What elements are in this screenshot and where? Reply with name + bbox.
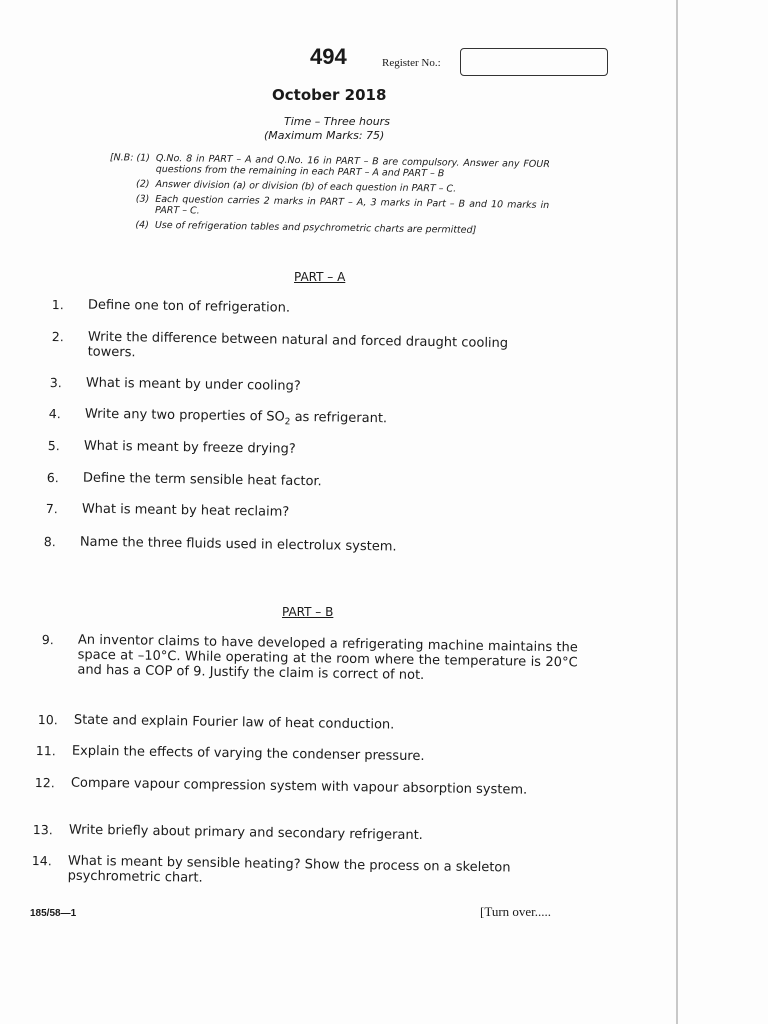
question-item: 1. Define one ton of refrigeration. xyxy=(51,297,291,316)
question-item: 3. What is meant by under cooling? xyxy=(49,375,301,394)
paper-number: 494 xyxy=(310,44,347,69)
question-item: 5. What is meant by freeze drying? xyxy=(47,438,296,457)
instruction-item: [N.B: (1) Q.No. 8 in PART – A and Q.No. 16 in PART – B are compulsory. Answer any FOUR questions from the remaining in each PART – A and PART – B xyxy=(109,152,550,180)
instruction-item: (4) Use of refrigeration tables and psychrometric charts are permitted] xyxy=(135,219,477,236)
question-item: 11. Explain the effects of varying the condenser pressure. xyxy=(35,743,425,765)
instructions-block xyxy=(99,152,550,241)
register-label: Register No.: xyxy=(382,57,441,69)
question-item: 7. What is meant by heat reclaim? xyxy=(45,501,290,520)
question-item: 13. Write briefly about primary and secondary refrigerant. xyxy=(32,822,423,844)
turn-over-note: [Turn over..... xyxy=(480,904,552,919)
question-item: 4. Write any two properties of $SO_2$ as refrigerant. xyxy=(48,406,388,428)
question-item: 6. Define the term sensible heat factor. xyxy=(46,470,322,490)
exam-time: Time – Three hours xyxy=(284,115,390,128)
part-a-title: PART – A xyxy=(294,270,346,284)
question-item: 8. Name the three fluids used in electrolux system. xyxy=(43,534,397,555)
question-item: 14. What is meant by sensible heating? Show the process on a skeleton psychrometric chart. xyxy=(31,853,511,886)
max-marks: (Maximum Marks: 75) xyxy=(264,129,385,142)
question-item: 2. Write the difference between natural and forced draught cooling towers. xyxy=(51,329,509,361)
instruction-item: (2) Answer division (a) or division (b) of each question in PART – C. xyxy=(135,178,457,195)
instruction-item: (3) Each question carries 2 marks in PART – A, 3 marks in Part – B and 10 marks in PART – C. xyxy=(135,193,550,217)
question-item: 9. An inventor claims to have developed a refrigerating machine maintains the space at –10°C. While operating at the room where the temperature is 20°C and has a COP of 9. Justify the claim is correct of not. xyxy=(41,632,578,684)
part-b-title: PART – B xyxy=(282,605,334,619)
paper-code: 185/58—1 xyxy=(30,908,77,919)
register-number-box xyxy=(460,48,608,76)
page-edge-line xyxy=(676,0,678,1024)
question-item: 12. Compare vapour compression system with vapour absorption system. xyxy=(34,775,528,798)
question-item: 10. State and explain Fourier law of heat conduction. xyxy=(37,712,395,733)
exam-date: October 2018 xyxy=(272,86,387,104)
